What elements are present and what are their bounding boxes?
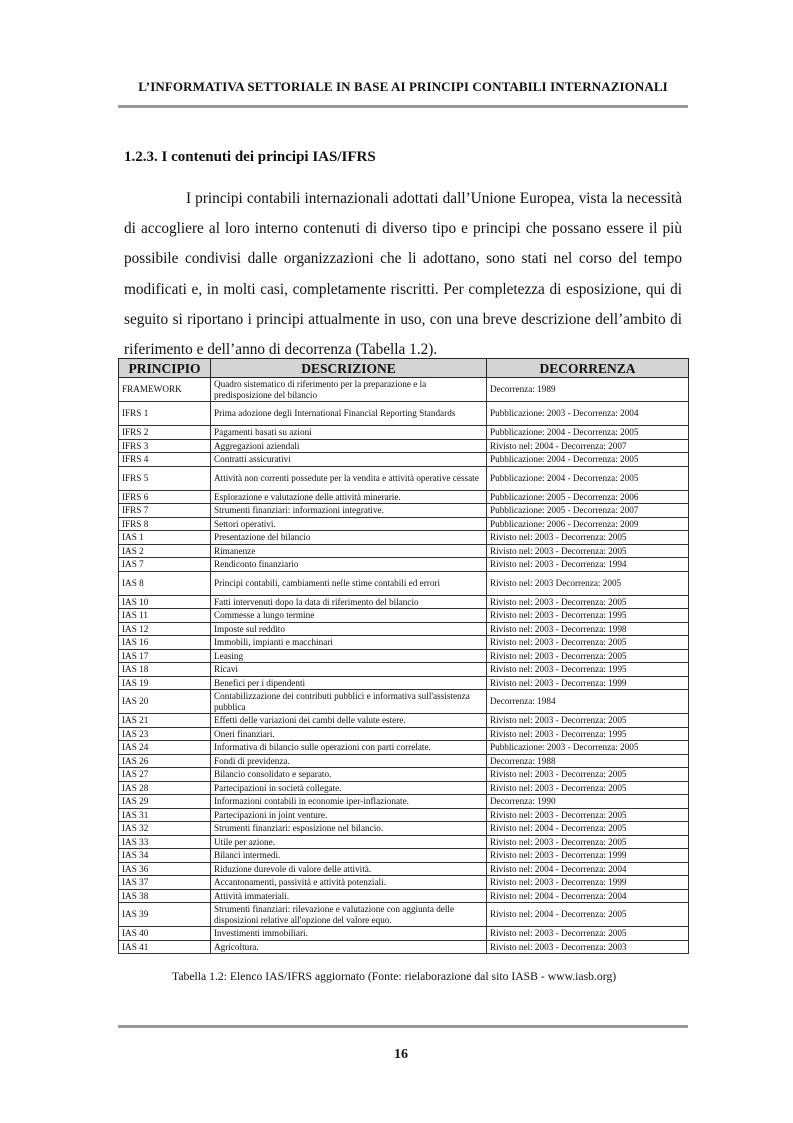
cell-principio: IAS 24: [119, 741, 211, 755]
table-row: [119, 571, 689, 595]
table-row: [119, 889, 689, 903]
cell-descrizione: Attività immateriali.: [211, 889, 487, 903]
cell-descrizione: Aggregazioni aziendali: [211, 439, 487, 453]
cell-decorrenza: Rivisto nel: 2003 - Decorrenza: 1999: [487, 676, 689, 690]
cell-decorrenza: Rivisto nel: 2003 - Decorrenza: 2005: [487, 544, 689, 558]
intro-paragraph-text: I principi contabili internazionali adottati dall’Unione Europea, vista la necessità di accogliere al loro interno contenuti di diverso tipo e principi che possano essere il più possibile condivisi dalle organizzazioni che li adottano, sono stati nel corso del tempo modificati e, in molti casi, completamente riscritti. Per completezza di esposizione, qui di seguito si riportano i principi attualmente in uso, con una breve descrizione dell’ambito di riferimento e dell’anno di decorrenza (Tabella 1.2).: [124, 190, 682, 359]
table-row: [119, 795, 689, 809]
cell-decorrenza: Pubblicazione: 2003 - Decorrenza: 2004: [487, 402, 689, 426]
cell-decorrenza: Rivisto nel: 2003 - Decorrenza: 2005: [487, 808, 689, 822]
cell-decorrenza: Rivisto nel: 2003 - Decorrenza: 1995: [487, 727, 689, 741]
cell-decorrenza: Rivisto nel: 2004 - Decorrenza: 2007: [487, 439, 689, 453]
cell-principio: IAS 37: [119, 876, 211, 890]
table-body: [119, 378, 689, 954]
cell-principio: IFRS 5: [119, 466, 211, 490]
cell-principio: IAS 23: [119, 727, 211, 741]
table-row: [119, 663, 689, 677]
cell-principio: IAS 1: [119, 531, 211, 545]
table-row: [119, 558, 689, 572]
cell-decorrenza: Rivisto nel: 2003 - Decorrenza: 1995: [487, 609, 689, 623]
cell-principio: IAS 26: [119, 754, 211, 768]
intro-paragraph: [124, 184, 682, 365]
table-row: [119, 714, 689, 728]
page-number: 16: [394, 1047, 408, 1062]
cell-descrizione: Fatti intervenuti dopo la data di riferimento del bilancio: [211, 595, 487, 609]
cell-decorrenza: Decorrenza: 1988: [487, 754, 689, 768]
cell-principio: IFRS 2: [119, 426, 211, 440]
table-row: [119, 676, 689, 690]
table-row: [119, 402, 689, 426]
cell-decorrenza: Rivisto nel: 2004 - Decorrenza: 2004: [487, 889, 689, 903]
table-row: [119, 517, 689, 531]
cell-descrizione: Quadro sistematico di riferimento per la preparazione e la predisposizione del bilancio: [211, 378, 487, 402]
cell-decorrenza: Pubblicazione: 2004 - Decorrenza: 2005: [487, 466, 689, 490]
cell-decorrenza: Pubblicazione: 2006 - Decorrenza: 2009: [487, 517, 689, 531]
cell-principio: IAS 32: [119, 822, 211, 836]
table-row: [119, 849, 689, 863]
cell-principio: IAS 29: [119, 795, 211, 809]
cell-descrizione: Strumenti finanziari: esposizione nel bilancio.: [211, 822, 487, 836]
cell-descrizione: Esplorazione e valutazione delle attività minerarie.: [211, 490, 487, 504]
table-row: [119, 531, 689, 545]
table-row: [119, 781, 689, 795]
table-row: [119, 862, 689, 876]
cell-descrizione: Contabilizzazione dei contributi pubblici e informativa sull'assistenza pubblica: [211, 690, 487, 714]
cell-decorrenza: Rivisto nel: 2004 - Decorrenza: 2005: [487, 822, 689, 836]
cell-principio: IFRS 8: [119, 517, 211, 531]
cell-descrizione: Imposte sul reddito: [211, 622, 487, 636]
table-row: [119, 490, 689, 504]
cell-descrizione: Oneri finanziari.: [211, 727, 487, 741]
cell-decorrenza: Pubblicazione: 2003 - Decorrenza: 2005: [487, 741, 689, 755]
cell-descrizione: Riduzione durevole di valore delle attività.: [211, 862, 487, 876]
cell-decorrenza: Rivisto nel: 2003 - Decorrenza: 2005: [487, 927, 689, 941]
cell-decorrenza: Rivisto nel: 2003 - Decorrenza: 1998: [487, 622, 689, 636]
cell-decorrenza: Pubblicazione: 2004 - Decorrenza: 2005: [487, 453, 689, 467]
cell-decorrenza: Rivisto nel: 2004 - Decorrenza: 2004: [487, 862, 689, 876]
cell-descrizione: Contratti assicurativi: [211, 453, 487, 467]
cell-descrizione: Bilancio consolidato e separato.: [211, 768, 487, 782]
cell-descrizione: Strumenti finanziari: rilevazione e valutazione con aggiunta delle disposizioni relative all'opzione del valore equo.: [211, 903, 487, 927]
cell-decorrenza: Rivisto nel: 2003 - Decorrenza: 2005: [487, 649, 689, 663]
table-row: [119, 754, 689, 768]
table-row: [119, 927, 689, 941]
cell-descrizione: Investimenti immobiliari.: [211, 927, 487, 941]
cell-descrizione: Commesse a lungo termine: [211, 609, 487, 623]
cell-decorrenza: Rivisto nel: 2003 - Decorrenza: 2005: [487, 714, 689, 728]
running-header: L’INFORMATIVA SETTORIALE IN BASE AI PRINCIPI CONTABILI INTERNAZIONALI: [138, 79, 668, 94]
cell-decorrenza: Rivisto nel: 2003 - Decorrenza: 2005: [487, 768, 689, 782]
cell-principio: IAS 36: [119, 862, 211, 876]
cell-decorrenza: Rivisto nel: 2003 - Decorrenza: 1995: [487, 663, 689, 677]
cell-descrizione: Agricoltura.: [211, 940, 487, 954]
cell-descrizione: Principi contabili, cambiamenti nelle stime contabili ed errori: [211, 571, 487, 595]
cell-decorrenza: Decorrenza: 1990: [487, 795, 689, 809]
cell-principio: IAS 41: [119, 940, 211, 954]
cell-decorrenza: Rivisto nel: 2003 - Decorrenza: 2005: [487, 835, 689, 849]
cell-decorrenza: Rivisto nel: 2004 - Decorrenza: 2005: [487, 903, 689, 927]
table-row: [119, 453, 689, 467]
cell-decorrenza: Rivisto nel: 2003 - Decorrenza: 1999: [487, 876, 689, 890]
cell-descrizione: Rimanenze: [211, 544, 487, 558]
cell-principio: IAS 11: [119, 609, 211, 623]
header-divider: [118, 105, 688, 108]
cell-decorrenza: Rivisto nel: 2003 - Decorrenza: 2005: [487, 781, 689, 795]
cell-principio: IFRS 3: [119, 439, 211, 453]
cell-descrizione: Bilanci intermedi.: [211, 849, 487, 863]
section-title: 1.2.3. I contenuti dei principi IAS/IFRS: [124, 149, 376, 165]
table-row: [119, 378, 689, 402]
cell-descrizione: Informativa di bilancio sulle operazioni con parti correlate.: [211, 741, 487, 755]
cell-principio: IAS 7: [119, 558, 211, 572]
table-row: [119, 690, 689, 714]
cell-decorrenza: Rivisto nel: 2003 Decorrenza: 2005: [487, 571, 689, 595]
cell-principio: IFRS 1: [119, 402, 211, 426]
cell-decorrenza: Rivisto nel: 2003 - Decorrenza: 1999: [487, 849, 689, 863]
table-row: [119, 504, 689, 518]
cell-descrizione: Strumenti finanziari: informazioni integrative.: [211, 504, 487, 518]
cell-descrizione: Immobili, impianti e macchinari: [211, 636, 487, 650]
cell-principio: IAS 31: [119, 808, 211, 822]
cell-descrizione: Fondi di previdenza.: [211, 754, 487, 768]
cell-descrizione: Settori operativi.: [211, 517, 487, 531]
footer-divider: [118, 1025, 688, 1028]
table-caption: Tabella 1.2: Elenco IAS/IFRS aggiornato (Fonte: rielaborazione dal sito IASB - www.iasb.org): [172, 970, 617, 983]
table-row: [119, 426, 689, 440]
cell-descrizione: Ricavi: [211, 663, 487, 677]
cell-principio: IAS 12: [119, 622, 211, 636]
cell-principio: FRAMEWORK: [119, 378, 211, 402]
cell-principio: IAS 27: [119, 768, 211, 782]
column-header-decorrenza: DECORRENZA: [487, 359, 689, 378]
cell-decorrenza: Rivisto nel: 2003 - Decorrenza: 2003: [487, 940, 689, 954]
cell-decorrenza: Decorrenza: 1989: [487, 378, 689, 402]
table-row: [119, 649, 689, 663]
cell-descrizione: Effetti delle variazioni dei cambi delle valute estere.: [211, 714, 487, 728]
cell-principio: IAS 40: [119, 927, 211, 941]
cell-decorrenza: Decorrenza: 1984: [487, 690, 689, 714]
table-row: [119, 876, 689, 890]
cell-principio: IAS 34: [119, 849, 211, 863]
cell-decorrenza: Rivisto nel: 2003 - Decorrenza: 2005: [487, 636, 689, 650]
cell-principio: IAS 16: [119, 636, 211, 650]
cell-principio: IAS 2: [119, 544, 211, 558]
cell-decorrenza: Pubblicazione: 2005 - Decorrenza: 2007: [487, 504, 689, 518]
cell-descrizione: Utile per azione.: [211, 835, 487, 849]
cell-descrizione: Partecipazioni in società collegate.: [211, 781, 487, 795]
cell-descrizione: Informazioni contabili in economie iper-inflazionate.: [211, 795, 487, 809]
cell-principio: IAS 19: [119, 676, 211, 690]
table-row: [119, 835, 689, 849]
cell-principio: IAS 17: [119, 649, 211, 663]
cell-decorrenza: Rivisto nel: 2003 - Decorrenza: 1994: [487, 558, 689, 572]
cell-principio: IFRS 6: [119, 490, 211, 504]
table-row: [119, 609, 689, 623]
table-row: [119, 622, 689, 636]
cell-descrizione: Pagamenti basati su azioni: [211, 426, 487, 440]
cell-descrizione: Prima adozione degli International Financial Reporting Standards: [211, 402, 487, 426]
cell-decorrenza: Pubblicazione: 2004 - Decorrenza: 2005: [487, 426, 689, 440]
cell-principio: IFRS 7: [119, 504, 211, 518]
table-row: [119, 636, 689, 650]
cell-principio: IAS 39: [119, 903, 211, 927]
cell-descrizione: Rendiconto finanziario: [211, 558, 487, 572]
table-row: [119, 808, 689, 822]
table-row: [119, 903, 689, 927]
cell-principio: IAS 8: [119, 571, 211, 595]
table-row: [119, 727, 689, 741]
table-row: [119, 439, 689, 453]
table-row: [119, 595, 689, 609]
cell-descrizione: Attività non correnti possedute per la vendita e attività operative cessate: [211, 466, 487, 490]
table-row: [119, 741, 689, 755]
cell-decorrenza: Rivisto nel: 2003 - Decorrenza: 2005: [487, 595, 689, 609]
table-row: [119, 466, 689, 490]
cell-principio: IAS 21: [119, 714, 211, 728]
table-row: [119, 544, 689, 558]
cell-descrizione: Benefici per i dipendenti: [211, 676, 487, 690]
cell-descrizione: Accantonamenti, passività e attività potenziali.: [211, 876, 487, 890]
table-row: [119, 822, 689, 836]
principles-table: [118, 358, 689, 954]
cell-principio: IAS 10: [119, 595, 211, 609]
cell-decorrenza: Pubblicazione: 2005 - Decorrenza: 2006: [487, 490, 689, 504]
cell-principio: IAS 20: [119, 690, 211, 714]
cell-principio: IAS 38: [119, 889, 211, 903]
cell-descrizione: Partecipazioni in joint venture.: [211, 808, 487, 822]
table-row: [119, 768, 689, 782]
cell-descrizione: Presentazione del bilancio: [211, 531, 487, 545]
cell-decorrenza: Rivisto nel: 2003 - Decorrenza: 2005: [487, 531, 689, 545]
cell-principio: IAS 18: [119, 663, 211, 677]
table-header-row: [119, 359, 689, 378]
column-header-descrizione: DESCRIZIONE: [211, 359, 487, 378]
column-header-principio: PRINCIPIO: [119, 359, 211, 378]
table-row: [119, 940, 689, 954]
cell-descrizione: Leasing: [211, 649, 487, 663]
cell-principio: IFRS 4: [119, 453, 211, 467]
cell-principio: IAS 33: [119, 835, 211, 849]
cell-principio: IAS 28: [119, 781, 211, 795]
